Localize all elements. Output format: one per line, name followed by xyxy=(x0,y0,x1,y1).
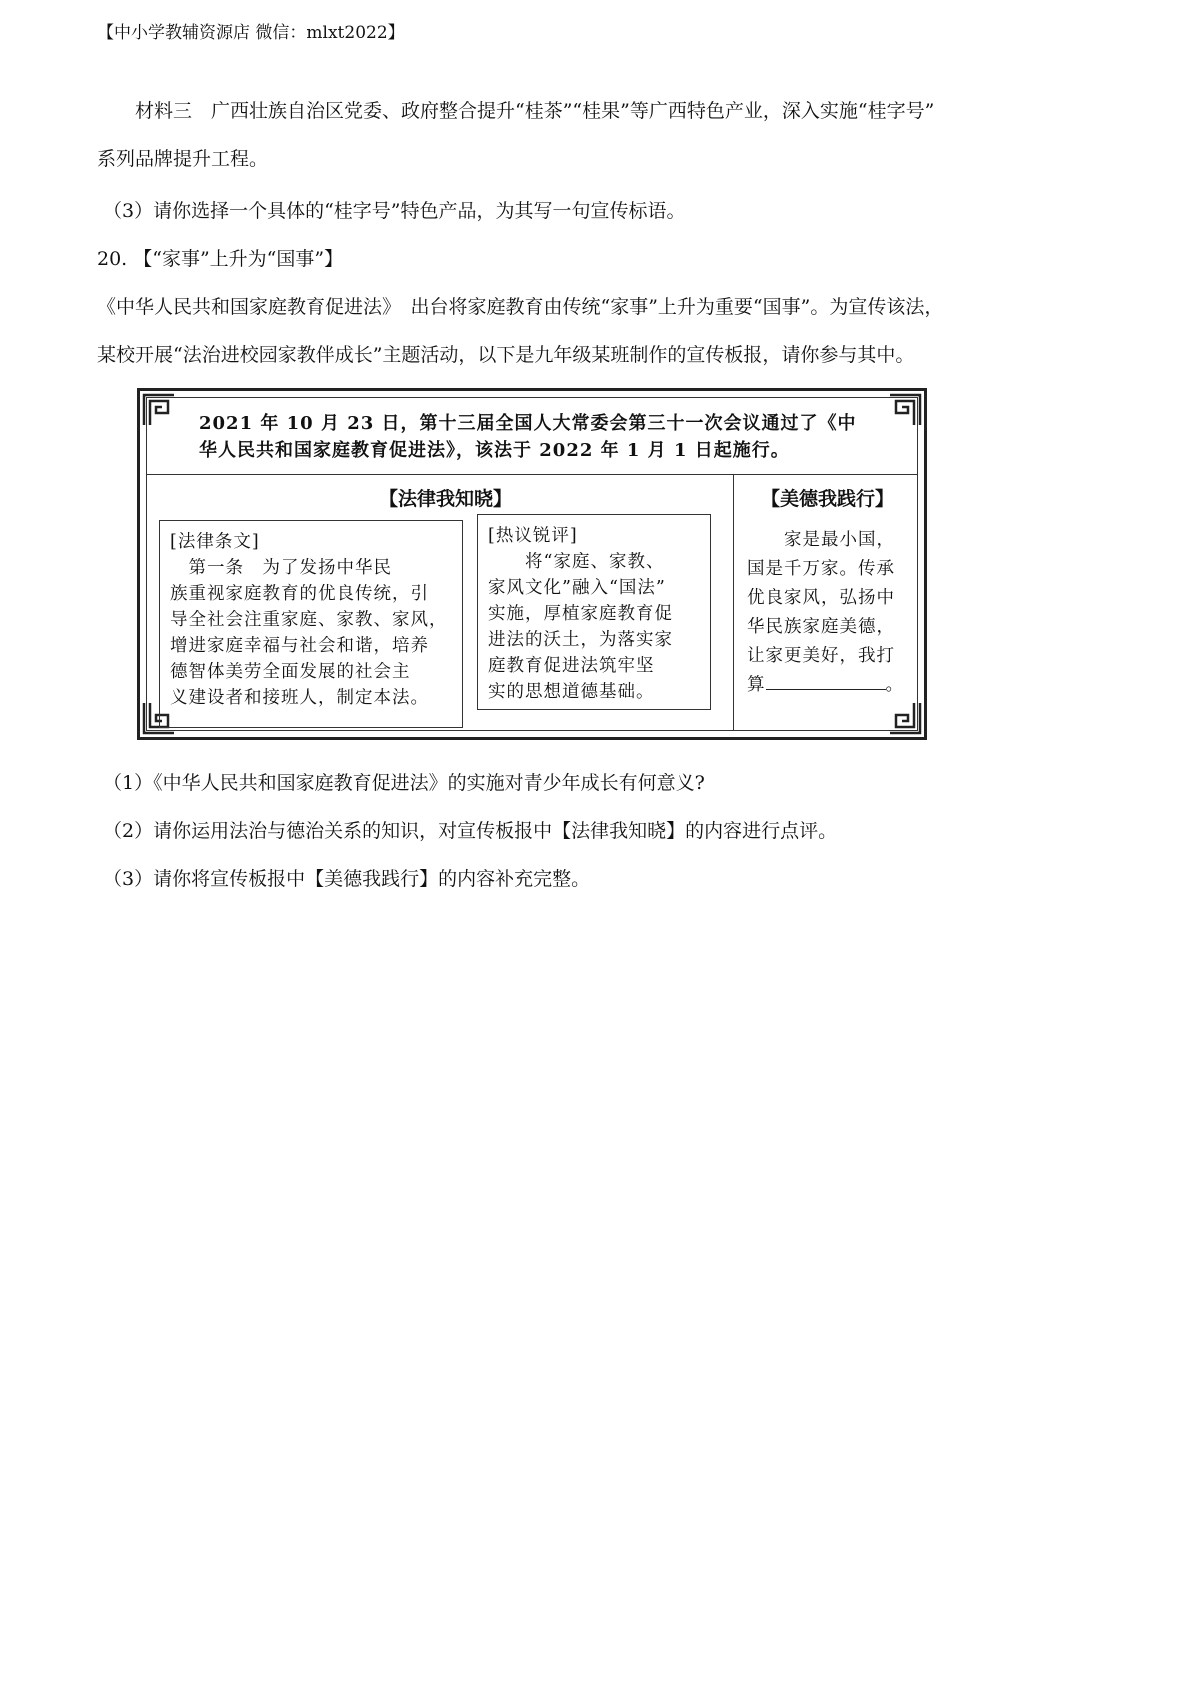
board-inner-frame xyxy=(146,397,918,731)
board-top-banner xyxy=(147,398,917,475)
law-article-line: 导全社会注重家庭、家教、家风， xyxy=(170,610,448,630)
law-article-line: 德智体美劳全面发展的社会主 xyxy=(170,662,411,682)
question-20-3: （3）请你将宣传板报中【美德我践行】的内容补充完整。 xyxy=(103,868,591,890)
practice-last-line xyxy=(747,671,917,700)
hot-comment-line: 庭教育促进法筑牢坚 xyxy=(488,656,655,676)
practice-last-prefix: 算 xyxy=(747,675,766,695)
material-3-line-2: 系列品牌提升工程。 xyxy=(97,148,269,170)
question-20-title: 20. 【“家事”上升为“国事”】 xyxy=(97,248,344,270)
law-article-label: [法律条文] xyxy=(170,532,260,552)
board-top-line-2: 华人民共和国家庭教育促进法》，该法于 2022 年 1 月 1 日起施行。 xyxy=(199,440,790,461)
law-article-line: 增进家庭幸福与社会和谐，培养 xyxy=(170,636,429,656)
practice-fill-blank[interactable] xyxy=(766,671,886,690)
law-article-line: 第一条 为了发扬中华民 xyxy=(170,558,392,578)
board-top-text xyxy=(199,410,865,464)
question-20-1: （1）《中华人民共和国家庭教育促进法》的实施对青少年成长有何意义? xyxy=(103,772,705,794)
law-section-title: 【法律我知晓】 xyxy=(379,488,513,510)
question-20-intro-line-1: 《中华人民共和国家庭教育促进法》 出台将家庭教育由传统“家事”上升为重要“国事”。为宣传该法， xyxy=(97,296,944,318)
practice-last-suffix: 。 xyxy=(885,675,904,695)
practice-section-title: 【美德我践行】 xyxy=(761,488,895,510)
board-vertical-divider xyxy=(733,474,734,730)
law-article-box xyxy=(159,520,463,728)
hot-comment-line: 家风文化”融入“国法” xyxy=(488,578,666,598)
propaganda-board xyxy=(137,388,927,740)
hot-comment-line: 实的思想道德基础。 xyxy=(488,682,655,702)
question-20-intro-line-2: 某校开展“法治进校园家教伴成长”主题活动，以下是九年级某班制作的宣传板报，请你参与其中。 xyxy=(97,344,915,366)
page-header: 【中小学教辅资源店 微信：mlxt2022】 xyxy=(97,23,405,43)
hot-comment-label: [热议锐评] xyxy=(488,526,578,546)
practice-line: 优良家风，弘扬中 xyxy=(747,588,895,608)
practice-line: 让家更美好，我打 xyxy=(747,646,895,666)
question-20-2: （2）请你运用法治与德治关系的知识，对宣传板报中【法律我知晓】的内容进行点评。 xyxy=(103,820,838,842)
practice-line: 国是千万家。传承 xyxy=(747,559,895,579)
question-19-3: （3）请你选择一个具体的“桂字号”特色产品，为其写一句宣传标语。 xyxy=(103,200,686,222)
hot-comment-box xyxy=(477,514,711,710)
material-3-line-1: 材料三 广西壮族自治区党委、政府整合提升“桂茶”“桂果”等广西特色产业，深入实施“桂字号” xyxy=(135,100,935,122)
board-top-line-1: 2021 年 10 月 23 日，第十三届全国人大常委会第三十一次会议通过了《中 xyxy=(199,413,857,434)
practice-line: 华民族家庭美德， xyxy=(747,617,895,637)
hot-comment-line: 将“家庭、家教、 xyxy=(488,552,665,572)
law-article-line: 族重视家庭教育的优良传统，引 xyxy=(170,584,429,604)
hot-comment-line: 实施，厚植家庭教育促 xyxy=(488,604,673,624)
hot-comment-line: 进法的沃土，为落实家 xyxy=(488,630,673,650)
practice-line: 家是最小国， xyxy=(747,530,895,550)
practice-text xyxy=(747,526,917,700)
law-article-line: 义建设者和接班人，制定本法。 xyxy=(170,688,429,708)
